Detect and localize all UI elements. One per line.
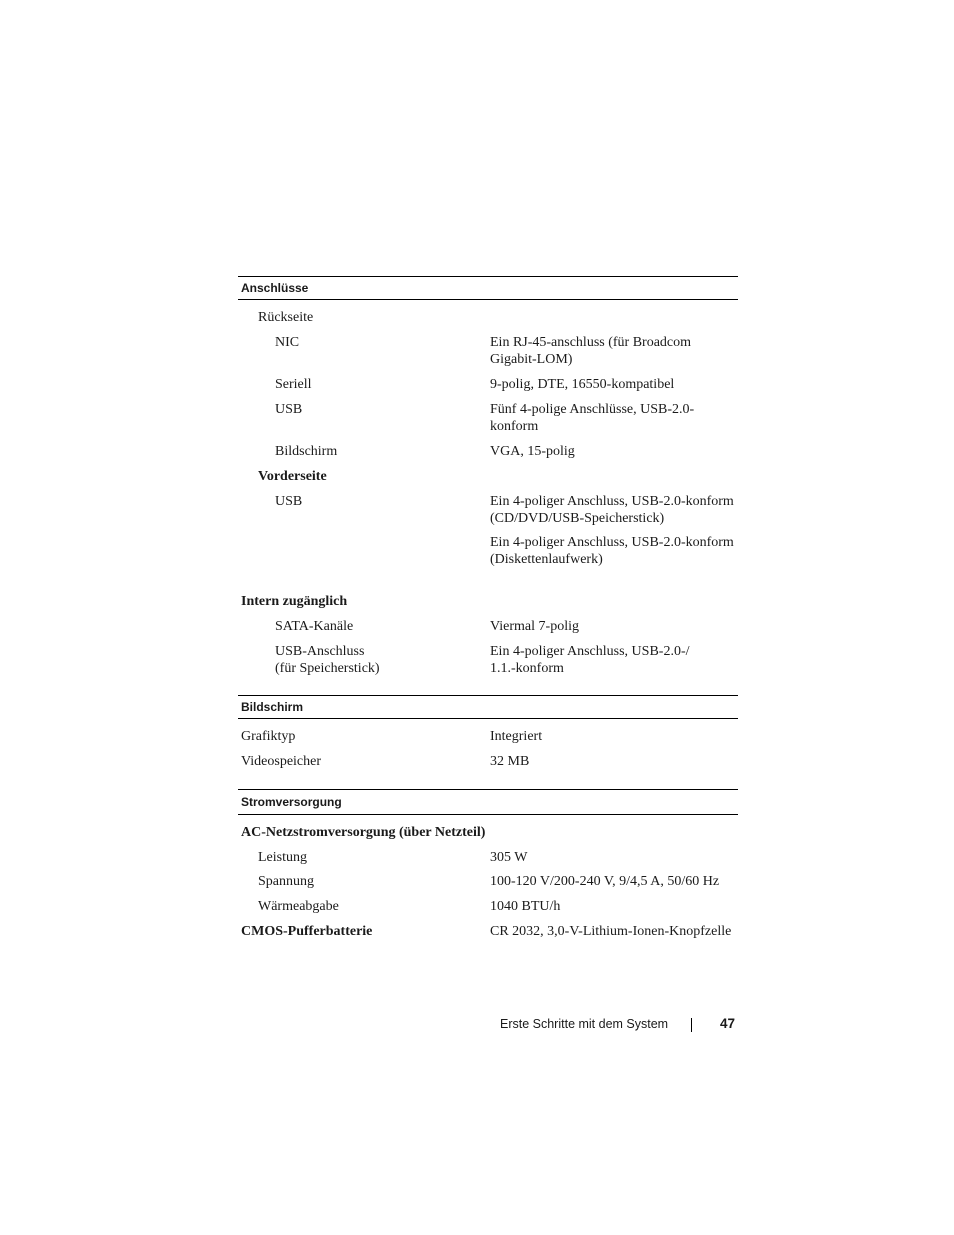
spec-label: Seriell — [275, 377, 312, 392]
spec-value: VGA, 15-polig — [490, 444, 575, 459]
spec-row-usb — [238, 401, 738, 434]
spec-row-videospeicher — [238, 753, 738, 770]
page-number: 47 — [720, 1016, 736, 1031]
spec-label: Videospeicher — [241, 754, 322, 769]
spec-row-leistung — [238, 849, 738, 866]
spec-value: 305 W — [490, 850, 528, 865]
spec-label: Bildschirm — [275, 444, 338, 459]
spec-row-grafiktyp — [238, 728, 738, 745]
spec-value-line: (Diskettenlaufwerk) — [490, 552, 603, 567]
spec-row-front-usb — [238, 493, 738, 567]
spec-value-line: Ein 4-poliger Anschluss, USB-2.0-konform — [490, 494, 734, 509]
spec-value: 100-120 V/200-240 V, 9/4,5 A, 50/60 Hz — [490, 874, 720, 889]
spec-label: Grafiktyp — [241, 729, 296, 744]
spec-label: Vorderseite — [258, 469, 327, 484]
spec-value — [490, 401, 738, 435]
spec-value — [490, 643, 738, 677]
spec-row-cmos — [238, 923, 738, 940]
section-header-stromversorgung: Stromversorgung — [238, 789, 738, 815]
spec-value-line: Fünf 4-polige Anschlüsse, USB-2.0- — [490, 402, 695, 417]
spec-label-line: USB-Anschluss — [275, 644, 365, 659]
spec-label: NIC — [275, 335, 300, 350]
spec-label — [238, 643, 380, 677]
footer-separator — [691, 1018, 692, 1032]
page-footer — [500, 1015, 740, 1035]
spec-row-bildschirm — [238, 443, 738, 460]
spec-value: CR 2032, 3,0-V-Lithium-Ionen-Knopfzelle — [490, 924, 732, 939]
spec-label: Leistung — [258, 850, 307, 865]
spec-value: Viermal 7-polig — [490, 619, 579, 634]
spec-label: USB — [275, 402, 303, 417]
spec-label: CMOS-Pufferbatterie — [241, 924, 373, 939]
spec-value — [490, 493, 738, 568]
spec-row-spannung — [238, 873, 738, 890]
spec-row-sata — [238, 618, 738, 635]
footer-title: Erste Schritte mit dem System — [500, 1017, 669, 1031]
spec-row-intern — [238, 593, 738, 610]
spec-row-rueckseite — [238, 309, 738, 326]
spec-label: USB — [275, 494, 303, 509]
spec-value-line: Ein RJ-45-anschluss (für Broadcom — [490, 335, 692, 350]
spec-value: 1040 BTU/h — [490, 899, 561, 914]
spec-row-seriell — [238, 376, 738, 393]
spec-value-line: (CD/DVD/USB-Speicherstick) — [490, 511, 665, 526]
spec-label-line: (für Speicherstick) — [275, 661, 380, 676]
spec-value: 9-polig, DTE, 16550-kompatibel — [490, 377, 675, 392]
spec-row-vorderseite — [238, 468, 738, 485]
spec-row-nic — [238, 334, 738, 367]
section-header-bildschirm: Bildschirm — [238, 695, 738, 719]
spec-value-line: Ein 4-poliger Anschluss, USB-2.0-konform — [490, 535, 734, 550]
spec-value — [490, 334, 738, 368]
spec-label: AC-Netzstromversorgung (über Netzteil) — [241, 825, 486, 840]
section-header-anschluesse: Anschlüsse — [238, 276, 738, 300]
spec-value-line: Ein 4-poliger Anschluss, USB-2.0-/ — [490, 644, 690, 659]
spec-row-usb-intern — [238, 643, 738, 677]
spec-row-waermeabgabe — [238, 898, 738, 915]
spec-value-line: Gigabit-LOM) — [490, 352, 573, 367]
spec-value: Integriert — [490, 729, 543, 744]
spec-table — [238, 276, 738, 940]
spec-label: Wärmeabgabe — [258, 899, 339, 914]
spec-value: 32 MB — [490, 754, 530, 769]
spec-label: SATA-Kanäle — [275, 619, 354, 634]
spec-value-line: 1.1.-konform — [490, 661, 564, 676]
spec-label: Rückseite — [258, 310, 314, 325]
spec-row-ac — [238, 824, 738, 841]
spec-label: Intern zugänglich — [241, 594, 348, 609]
spec-value-line: konform — [490, 419, 539, 434]
spec-label: Spannung — [258, 874, 314, 889]
